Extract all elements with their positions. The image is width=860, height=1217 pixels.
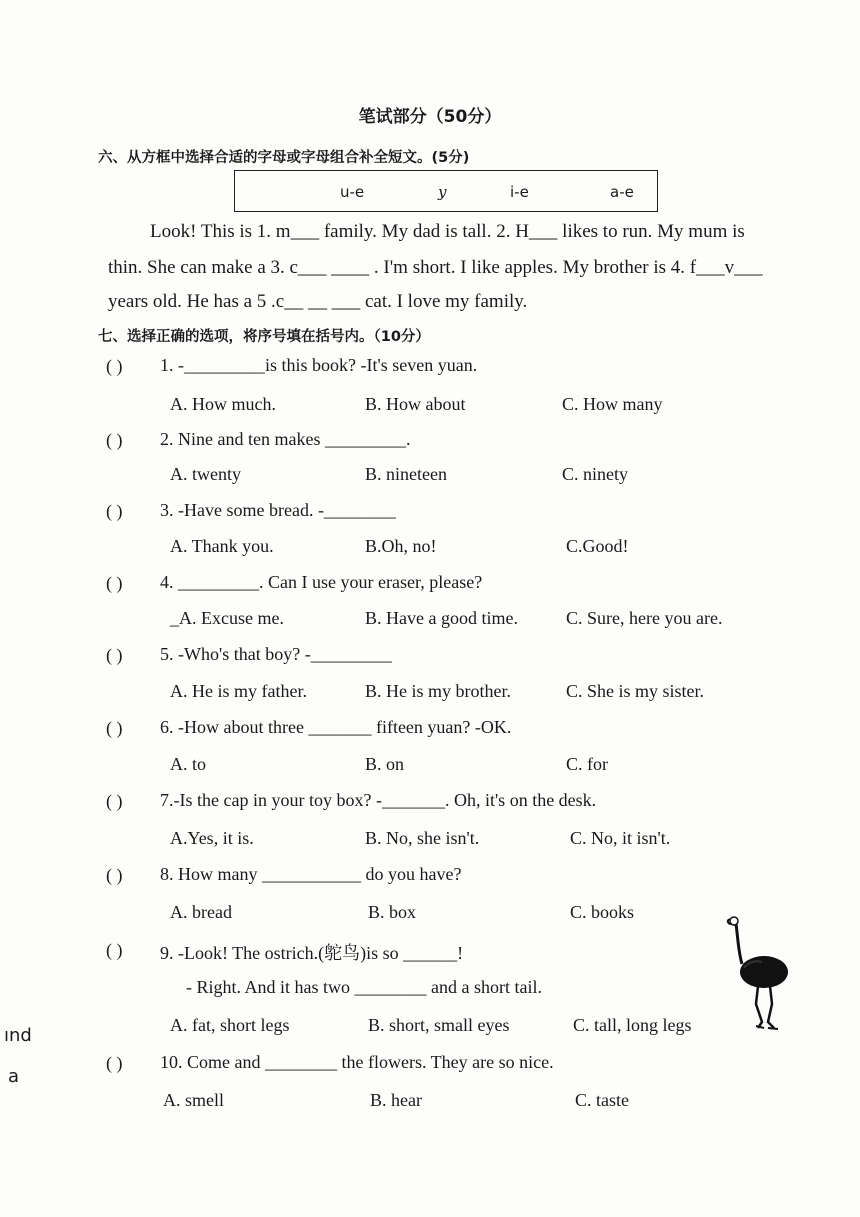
question-4: 4. _________. Can I use your eraser, please?	[160, 572, 483, 592]
q8-option-b: B. box	[368, 902, 417, 922]
q5-option-c: C. She is my sister.	[566, 681, 705, 701]
q1-option-b: B. How about	[365, 394, 466, 414]
q7-option-c: C. No, it isn't.	[570, 828, 671, 848]
edge-text-2: a	[8, 1066, 20, 1087]
letter-option-1: u-e	[340, 183, 365, 201]
question-3: 3. -Have some bread. -________	[160, 500, 396, 520]
question-10: 10. Come and ________ the flowers. They are so nice.	[160, 1052, 554, 1072]
q9-option-a: A. fat, short legs	[170, 1015, 290, 1035]
letter-option-2: y	[438, 183, 447, 201]
q10-option-c: C. taste	[575, 1090, 629, 1110]
q1-option-a: A. How much.	[170, 394, 276, 414]
section-7-heading: 七、选择正确的选项，将序号填在括号内。（10分）	[98, 329, 430, 345]
q7-option-a: A.Yes, it is.	[170, 828, 254, 848]
q1-option-c: C. How many	[562, 394, 663, 414]
question-9-reply: - Right. And it has two ________ and a short tail.	[186, 977, 542, 997]
letter-option-3: i-e	[510, 183, 529, 201]
question-1: 1. -_________is this book? -It's seven yuan.	[160, 355, 478, 375]
question-5: 5. -Who's that boy? -_________	[160, 644, 392, 664]
edge-text-1: ınd	[4, 1025, 32, 1046]
answer-bracket-10[interactable]: ( )	[106, 1053, 123, 1073]
question-6: 6. -How about three _______ fifteen yuan? -OK.	[160, 717, 512, 737]
q3-option-a: A. Thank you.	[170, 536, 274, 556]
question-2: 2. Nine and ten makes _________.	[160, 429, 411, 449]
passage-line-1: Look! This is 1. m___ family. My dad is tall. 2. H___ likes to run. My mum is	[150, 221, 745, 242]
q3-option-b: B.Oh, no!	[365, 536, 437, 556]
q3-option-c: C.Good!	[566, 536, 629, 556]
q4-option-b: B. Have a good time.	[365, 608, 518, 628]
answer-bracket-6[interactable]: ( )	[106, 718, 123, 738]
ostrich-illustration	[722, 910, 794, 1032]
q9-option-b: B. short, small eyes	[368, 1015, 510, 1035]
q4-option-c: C. Sure, here you are.	[566, 608, 723, 628]
q6-option-c: C. for	[566, 754, 608, 774]
answer-bracket-3[interactable]: ( )	[106, 501, 123, 521]
letter-option-4: a-e	[610, 183, 634, 201]
q7-option-b: B. No, she isn't.	[365, 828, 480, 848]
q2-option-c: C. ninety	[562, 464, 628, 484]
q4-option-a: _A. Excuse me.	[170, 608, 284, 628]
section-6-heading: 六、从方框中选择合适的字母或字母组合补全短文。(5分)	[98, 150, 470, 166]
answer-bracket-8[interactable]: ( )	[106, 865, 123, 885]
answer-bracket-5[interactable]: ( )	[106, 645, 123, 665]
answer-bracket-4[interactable]: ( )	[106, 573, 123, 593]
q5-option-b: B. He is my brother.	[365, 681, 511, 701]
q10-option-b: B. hear	[370, 1090, 422, 1110]
answer-bracket-2[interactable]: ( )	[106, 430, 123, 450]
q9-option-c: C. tall, long legs	[573, 1015, 692, 1035]
question-7: 7.-Is the cap in your toy box? -_______. Oh, it's on the desk.	[160, 790, 597, 810]
answer-bracket-7[interactable]: ( )	[106, 791, 123, 811]
passage-line-2: thin. She can make a 3. c___ ____ . I'm short. I like apples. My brother is 4. f___v___	[108, 257, 763, 278]
q2-option-a: A. twenty	[170, 464, 241, 484]
q10-option-a: A. smell	[163, 1090, 224, 1110]
q2-option-b: B. nineteen	[365, 464, 447, 484]
question-9: 9. -Look! The ostrich.(鸵鸟)is so ______!	[160, 943, 464, 963]
question-8: 8. How many ___________ do you have?	[160, 864, 462, 884]
q8-option-a: A. bread	[170, 902, 232, 922]
q6-option-b: B. on	[365, 754, 405, 774]
q8-option-c: C. books	[570, 902, 635, 922]
page-title: 笔试部分（50分）	[358, 107, 502, 127]
answer-bracket-1[interactable]: ( )	[106, 356, 123, 376]
q5-option-a: A. He is my father.	[170, 681, 307, 701]
q6-option-a: A. to	[170, 754, 206, 774]
answer-bracket-9[interactable]: ( )	[106, 940, 123, 960]
passage-line-3: years old. He has a 5 .c__ __ ___ cat. I love my family.	[108, 291, 528, 312]
